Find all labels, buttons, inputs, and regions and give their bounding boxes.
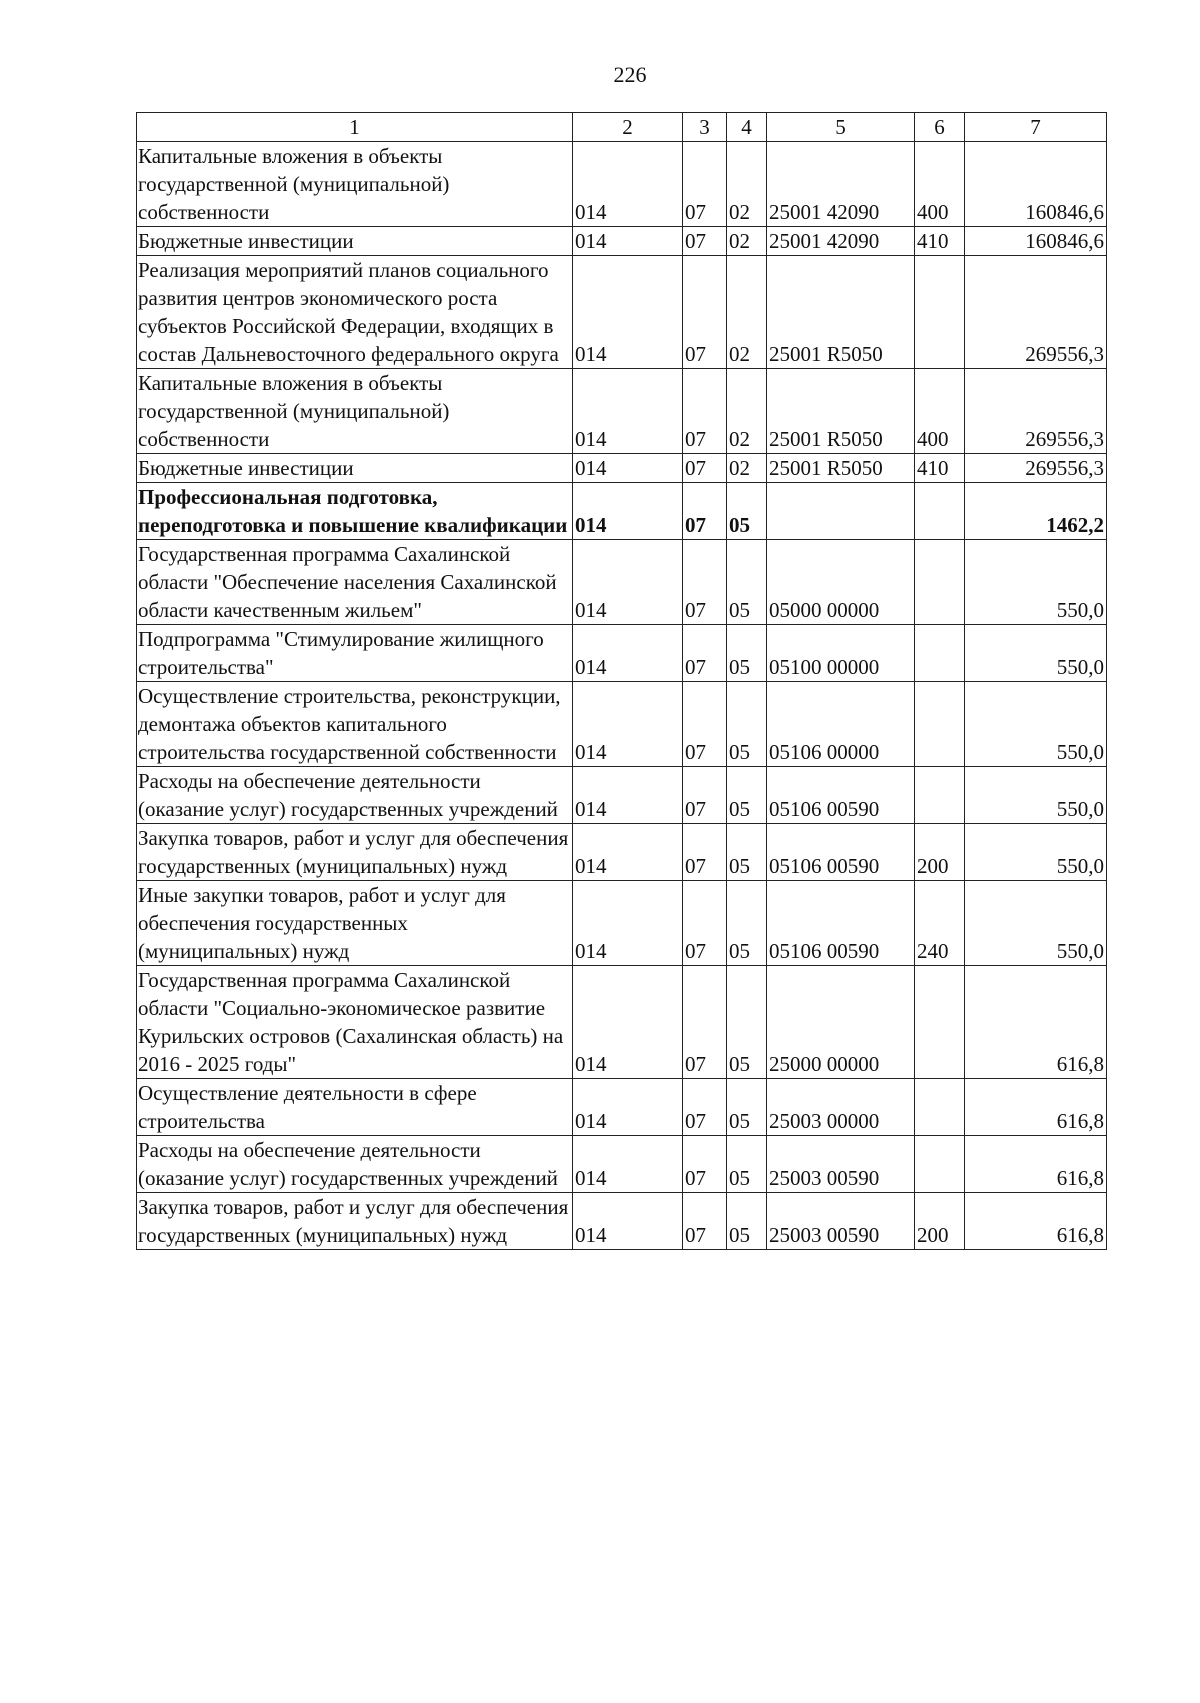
- section-cell: 07: [683, 1193, 727, 1250]
- amount-cell: 616,8: [965, 1079, 1107, 1136]
- description-cell: Иные закупки товаров, работ и услуг для обеспечения государственных (муниципальных) нужд: [137, 881, 573, 966]
- column-header: 2: [573, 113, 683, 142]
- section-cell: 07: [683, 142, 727, 227]
- amount-cell: 269556,3: [965, 454, 1107, 483]
- admin-code-cell: 014: [573, 540, 683, 625]
- table-row: [137, 1193, 1107, 1250]
- expense-type-cell: 400: [915, 142, 965, 227]
- description-cell: Закупка товаров, работ и услуг для обеспечения государственных (муниципальных) нужд: [137, 1193, 573, 1250]
- target-article-cell: 25001 42090: [767, 227, 915, 256]
- admin-code-cell: 014: [573, 1079, 683, 1136]
- section-cell: 07: [683, 454, 727, 483]
- column-header: 1: [137, 113, 573, 142]
- budget-table: [136, 112, 1107, 1250]
- target-article-cell: 05106 00000: [767, 682, 915, 767]
- description-cell: Реализация мероприятий планов социального развития центров экономического роста субъектов Российской Федерации, входящих в состав Дальневосточного федерального округа: [137, 256, 573, 369]
- table-row: [137, 142, 1107, 227]
- admin-code-cell: 014: [573, 483, 683, 540]
- header-row: [137, 113, 1107, 142]
- subsection-cell: 02: [727, 256, 767, 369]
- subsection-cell: 02: [727, 227, 767, 256]
- target-article-cell: 25003 00590: [767, 1136, 915, 1193]
- description-cell: Бюджетные инвестиции: [137, 454, 573, 483]
- expense-type-cell: [915, 483, 965, 540]
- section-cell: 07: [683, 256, 727, 369]
- expense-type-cell: [915, 966, 965, 1079]
- description-cell: Закупка товаров, работ и услуг для обеспечения государственных (муниципальных) нужд: [137, 824, 573, 881]
- table-row: [137, 540, 1107, 625]
- admin-code-cell: 014: [573, 142, 683, 227]
- description-cell: Капитальные вложения в объекты государственной (муниципальной) собственности: [137, 369, 573, 454]
- amount-cell: 616,8: [965, 966, 1107, 1079]
- admin-code-cell: 014: [573, 227, 683, 256]
- admin-code-cell: 014: [573, 682, 683, 767]
- expense-type-cell: [915, 1079, 965, 1136]
- amount-cell: 160846,6: [965, 142, 1107, 227]
- column-header: 7: [965, 113, 1107, 142]
- target-article-cell: 25001 R5050: [767, 256, 915, 369]
- amount-cell: 160846,6: [965, 227, 1107, 256]
- table-row: [137, 625, 1107, 682]
- admin-code-cell: 014: [573, 256, 683, 369]
- section-cell: 07: [683, 1136, 727, 1193]
- description-cell: Осуществление строительства, реконструкции, демонтажа объектов капитального строительства государственной собственности: [137, 682, 573, 767]
- column-header: 5: [767, 113, 915, 142]
- table-row: [137, 454, 1107, 483]
- table-row: [137, 483, 1107, 540]
- subsection-cell: 05: [727, 881, 767, 966]
- amount-cell: 550,0: [965, 881, 1107, 966]
- subsection-cell: 05: [727, 824, 767, 881]
- amount-cell: 616,8: [965, 1136, 1107, 1193]
- amount-cell: 269556,3: [965, 256, 1107, 369]
- table-row: [137, 682, 1107, 767]
- admin-code-cell: 014: [573, 1136, 683, 1193]
- admin-code-cell: 014: [573, 454, 683, 483]
- expense-type-cell: [915, 767, 965, 824]
- target-article-cell: 25001 R5050: [767, 454, 915, 483]
- target-article-cell: [767, 483, 915, 540]
- description-cell: Расходы на обеспечение деятельности (оказание услуг) государственных учреждений: [137, 1136, 573, 1193]
- expense-type-cell: [915, 625, 965, 682]
- expense-type-cell: [915, 1136, 965, 1193]
- subsection-cell: 05: [727, 1193, 767, 1250]
- section-cell: 07: [683, 227, 727, 256]
- expense-type-cell: [915, 256, 965, 369]
- subsection-cell: 05: [727, 767, 767, 824]
- column-header: 6: [915, 113, 965, 142]
- expense-type-cell: 410: [915, 227, 965, 256]
- table-row: [137, 1079, 1107, 1136]
- description-cell: Осуществление деятельности в сфере строительства: [137, 1079, 573, 1136]
- section-cell: 07: [683, 966, 727, 1079]
- table-row: [137, 881, 1107, 966]
- section-cell: 07: [683, 824, 727, 881]
- description-cell: Государственная программа Сахалинской области "Социально-экономическое развитие Курильских островов (Сахалинская область) на 2016 - 2025 годы": [137, 966, 573, 1079]
- admin-code-cell: 014: [573, 824, 683, 881]
- target-article-cell: 25003 00000: [767, 1079, 915, 1136]
- table-row: [137, 824, 1107, 881]
- table-row: [137, 256, 1107, 369]
- amount-cell: 550,0: [965, 625, 1107, 682]
- amount-cell: 550,0: [965, 682, 1107, 767]
- expense-type-cell: 400: [915, 369, 965, 454]
- admin-code-cell: 014: [573, 369, 683, 454]
- expense-type-cell: [915, 682, 965, 767]
- section-cell: 07: [683, 369, 727, 454]
- table-row: [137, 369, 1107, 454]
- target-article-cell: 25001 R5050: [767, 369, 915, 454]
- subsection-cell: 05: [727, 1136, 767, 1193]
- section-cell: 07: [683, 625, 727, 682]
- expense-type-cell: [915, 540, 965, 625]
- subsection-cell: 05: [727, 966, 767, 1079]
- target-article-cell: 05000 00000: [767, 540, 915, 625]
- target-article-cell: 05106 00590: [767, 767, 915, 824]
- expense-type-cell: 410: [915, 454, 965, 483]
- subsection-cell: 05: [727, 625, 767, 682]
- section-cell: 07: [683, 483, 727, 540]
- amount-cell: 550,0: [965, 767, 1107, 824]
- subsection-cell: 05: [727, 483, 767, 540]
- description-cell: Государственная программа Сахалинской области "Обеспечение населения Сахалинской области качественным жильем": [137, 540, 573, 625]
- admin-code-cell: 014: [573, 966, 683, 1079]
- subsection-cell: 05: [727, 682, 767, 767]
- expense-type-cell: 240: [915, 881, 965, 966]
- target-article-cell: 25003 00590: [767, 1193, 915, 1250]
- page-number: 226: [613, 62, 647, 87]
- target-article-cell: 25000 00000: [767, 966, 915, 1079]
- amount-cell: 1462,2: [965, 483, 1107, 540]
- admin-code-cell: 014: [573, 767, 683, 824]
- subsection-cell: 02: [727, 454, 767, 483]
- description-cell: Капитальные вложения в объекты государственной (муниципальной) собственности: [137, 142, 573, 227]
- target-article-cell: 05106 00590: [767, 881, 915, 966]
- amount-cell: 550,0: [965, 540, 1107, 625]
- section-cell: 07: [683, 682, 727, 767]
- column-header: 3: [683, 113, 727, 142]
- section-cell: 07: [683, 540, 727, 625]
- subsection-cell: 02: [727, 142, 767, 227]
- table-row: [137, 227, 1107, 256]
- target-article-cell: 05100 00000: [767, 625, 915, 682]
- admin-code-cell: 014: [573, 625, 683, 682]
- target-article-cell: 05106 00590: [767, 824, 915, 881]
- description-cell: Бюджетные инвестиции: [137, 227, 573, 256]
- subsection-cell: 05: [727, 540, 767, 625]
- amount-cell: 550,0: [965, 824, 1107, 881]
- subsection-cell: 05: [727, 1079, 767, 1136]
- column-header: 4: [727, 113, 767, 142]
- section-cell: 07: [683, 767, 727, 824]
- expense-type-cell: 200: [915, 1193, 965, 1250]
- description-cell: Подпрограмма "Стимулирование жилищного строительства": [137, 625, 573, 682]
- table-row: [137, 966, 1107, 1079]
- amount-cell: 616,8: [965, 1193, 1107, 1250]
- table-row: [137, 1136, 1107, 1193]
- expense-type-cell: 200: [915, 824, 965, 881]
- admin-code-cell: 014: [573, 881, 683, 966]
- admin-code-cell: 014: [573, 1193, 683, 1250]
- section-cell: 07: [683, 881, 727, 966]
- section-cell: 07: [683, 1079, 727, 1136]
- description-cell: Профессиональная подготовка, переподготовка и повышение квалификации: [137, 483, 573, 540]
- subsection-cell: 02: [727, 369, 767, 454]
- description-cell: Расходы на обеспечение деятельности (оказание услуг) государственных учреждений: [137, 767, 573, 824]
- amount-cell: 269556,3: [965, 369, 1107, 454]
- table-row: [137, 767, 1107, 824]
- target-article-cell: 25001 42090: [767, 142, 915, 227]
